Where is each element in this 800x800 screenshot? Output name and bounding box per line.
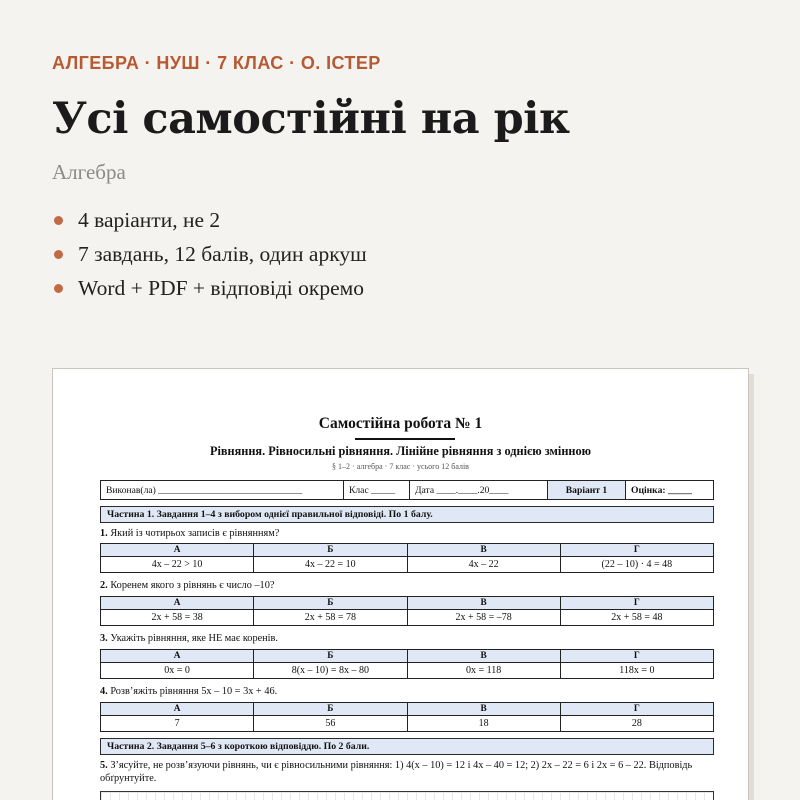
option-b: 2x + 58 = 78 <box>254 610 407 626</box>
option-b: 4x – 22 = 10 <box>254 557 407 573</box>
option-a: 4x – 22 > 10 <box>101 557 254 573</box>
date-field: Дата ____.____.20____ <box>410 481 548 499</box>
question-2: 2. Коренем якого з рівнянь є число –10? <box>100 580 275 591</box>
option-d: 28 <box>560 716 713 732</box>
option-c: 0x = 118 <box>407 663 560 679</box>
options-table-2: А Б В Г 2x + 58 = 38 2x + 58 = 78 2x + 58 = –78 2x + 58 = 48 <box>100 596 714 626</box>
feature-item <box>54 271 367 305</box>
grade-field: Оцінка: _____ <box>631 484 692 496</box>
title-underline <box>355 438 455 440</box>
option-a: 2x + 58 = 38 <box>101 610 254 626</box>
option-b: 56 <box>254 716 407 732</box>
worksheet-title: Самостійна робота № 1 <box>318 415 483 432</box>
worksheet-preview <box>52 368 749 800</box>
options-table-1: А Б В Г 4x – 22 > 10 4x – 22 = 10 4x – 22 (22 – 10) · 4 = 48 <box>100 543 714 573</box>
feature-list <box>54 203 367 305</box>
page-title: Усі самостійні на рік <box>52 94 570 144</box>
part-1-header: Частина 1. Завдання 1–4 з вибором однієї правильної відповіді. По 1 балу. <box>100 506 714 523</box>
part-2-header: Частина 2. Завдання 5–6 з короткою відповіддю. По 2 бали. <box>100 738 714 755</box>
question-3: 3. Укажіть рівняння, яке НЕ має коренів. <box>100 633 278 644</box>
option-c: 2x + 58 = –78 <box>407 610 560 626</box>
question-4: 4. Розв’яжіть рівняння 5x – 10 = 3x + 46. <box>100 686 278 697</box>
bullet-dot-icon <box>54 250 63 259</box>
option-c: 4x – 22 <box>407 557 560 573</box>
question-5: 5. З’ясуйте, не розв’язуючи рівнянь, чи є рівносильними рівняння: 1) 4(x – 10) = 12 і 4x – 40 = 12; 2) 2x – 22 = 6 і 2x = 6 – 22. Відповідь обґрунтуйте. <box>100 760 693 784</box>
option-b: 8(x – 10) = 8x – 80 <box>254 663 407 679</box>
feature-text: Word + PDF + відповіді окремо <box>78 275 364 300</box>
worksheet-subtitle: Рівняння. Рівносильні рівняння. Лінійне рівняння з однією змінною <box>209 444 592 458</box>
bullet-dot-icon <box>54 284 63 293</box>
option-d: 2x + 58 = 48 <box>560 610 713 626</box>
question-1: 1. Який із чотирьох записів є рівнянням? <box>100 528 280 539</box>
feature-text: 7 завдань, 12 балів, один аркуш <box>78 241 367 266</box>
answer-grid <box>100 791 714 800</box>
feature-text: 4 варіанти, не 2 <box>78 207 221 232</box>
option-a: 0x = 0 <box>101 663 254 679</box>
option-a: 7 <box>101 716 254 732</box>
variant-label: Варіант 1 <box>548 481 626 499</box>
class-field: Клас _____ <box>344 481 410 499</box>
feature-item <box>54 203 367 237</box>
page-subtitle: Алгебра <box>52 160 126 184</box>
feature-item <box>54 237 367 271</box>
options-table-4: А Б В Г 7 56 18 28 <box>100 702 714 732</box>
option-c: 18 <box>407 716 560 732</box>
bullet-dot-icon <box>54 216 63 225</box>
student-name-field: Виконав(ла) ______________________________ <box>101 481 344 499</box>
worksheet-meta: § 1–2 · алгебра · 7 клас · усього 12 балів <box>332 462 469 471</box>
option-d: 118x = 0 <box>560 663 713 679</box>
course-kicker: АЛГЕБРА · НУШ · 7 КЛАС · О. ІСТЕР <box>52 53 381 73</box>
options-table-3: А Б В Г 0x = 0 8(x – 10) = 8x – 80 0x = 118 118x = 0 <box>100 649 714 679</box>
student-header <box>100 480 714 500</box>
option-d: (22 – 10) · 4 = 48 <box>560 557 713 573</box>
